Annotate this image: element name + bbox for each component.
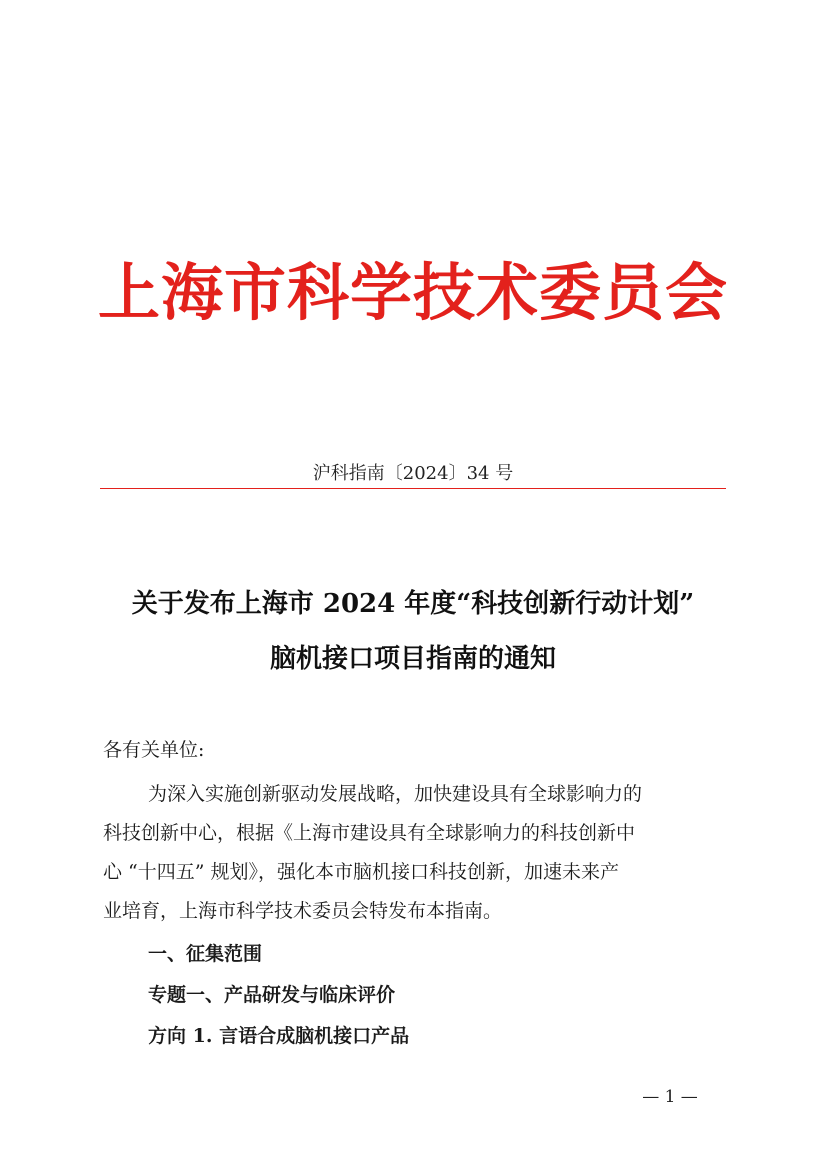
red-divider-line <box>100 488 726 489</box>
issuing-organization-header: 上海市科学技术委员会 <box>97 256 728 329</box>
document-title-line-2: 脑机接口项目指南的通知 <box>269 644 556 674</box>
topic-heading: 专题一、产品研发与临床评价 <box>148 984 396 1006</box>
document-title-line-1: 关于发布上海市 2024 年度“科技创新行动计划” <box>131 589 695 619</box>
document-number: 沪科指南〔2024〕34 号 <box>312 463 514 484</box>
section-heading: 一、征集范围 <box>148 943 263 965</box>
paragraph-line: 心 “十四五” 规划》，强化本市脑机接口科技创新，加速未来产 <box>103 861 620 883</box>
page-number: — 1 — <box>642 1087 698 1107</box>
paragraph-line: 业培育，上海市科学技术委员会特发布本指南。 <box>103 900 503 922</box>
paragraph-line: 科技创新中心，根据《上海市建设具有全球影响力的科技创新中 <box>103 822 636 844</box>
direction-heading: 方向 1. 言语合成脑机接口产品 <box>148 1025 410 1047</box>
paragraph-line: 为深入实施创新驱动发展战略，加快建设具有全球影响力的 <box>148 783 643 805</box>
salutation: 各有关单位: <box>103 739 205 761</box>
